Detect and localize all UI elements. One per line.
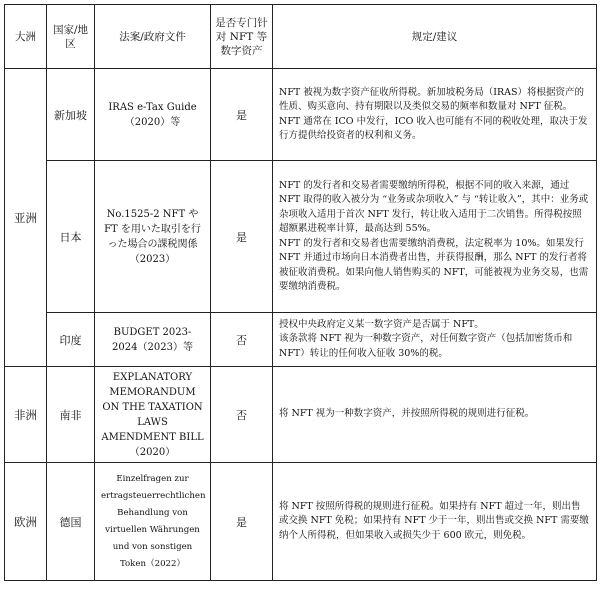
table-row (5, 313, 597, 367)
advice-cell (273, 367, 597, 463)
header-country: 国家/地区 (47, 5, 95, 69)
advice-cell (273, 463, 597, 581)
law-cell: No.1525-2 NFT や FT を用いた取引を行った場合の課税関係（2023） (95, 161, 211, 313)
country-cell: 日本 (47, 161, 95, 313)
law-cell: IRAS e-Tax Guide（2020）等 (95, 69, 211, 161)
advice-paragraph: NFT 的发行者和交易者也需要缴纳消费税，法定税率为 10%。如果发行 NFT 并通过市场向日本消费者出售，并获得报酬，那么 NFT 的发行者将被征收消费税。如果向他人销售购买的 NFT，可能被视为业务交易，也需要缴纳消费税。 (279, 237, 589, 292)
continent-asia: 亚洲 (5, 69, 47, 367)
header-advice: 规定/建议 (273, 5, 597, 69)
table-row (5, 161, 597, 313)
specific-cell: 是 (211, 463, 273, 581)
table-row (5, 463, 597, 581)
advice-paragraph: NFT 通常在 ICO 中发行，ICO 收入也可能有不同的税收处理，取决于发行方提供给投资者的权利和义务。 (279, 115, 588, 141)
continent-africa: 非洲 (5, 367, 47, 463)
country-cell: 印度 (47, 313, 95, 367)
header-row (5, 5, 597, 69)
country-cell: 德国 (47, 463, 95, 581)
advice-paragraph: NFT 被视为数字资产征收所得税。新加坡税务局（IRAS）将根据资产的性质、购买意向、持有期限以及类似交易的频率和数量对 NFT 征税。 (279, 86, 585, 112)
nft-tax-table (4, 4, 597, 581)
specific-cell: 否 (211, 367, 273, 463)
advice-cell (273, 313, 597, 367)
law-cell: Einzelfragen zur ertragsteuerrechtlichen Behandlung von virtuellen Währungen und von sonstigen Token（2022） (95, 463, 211, 581)
header-law: 法案/政府文件 (95, 5, 211, 69)
specific-cell: 否 (211, 313, 273, 367)
specific-cell: 是 (211, 69, 273, 161)
law-cell: EXPLANATORY MEMORANDUM ON THE TAXATION LAWS AMENDMENT BILL（2020） (95, 367, 211, 463)
advice-paragraph: 授权中央政府定义某一数字资产是否属于 NFT。 (279, 318, 484, 330)
advice-paragraph: 将 NFT 视为一种数字资产，并按照所得税的规则进行征税。 (279, 408, 535, 420)
advice-cell (273, 161, 597, 313)
law-cell: BUDGET 2023-2024（2023）等 (95, 313, 211, 367)
country-cell: 新加坡 (47, 69, 95, 161)
advice-paragraph: 该条款将 NFT 视为一种数字资产，对任何数字资产（包括加密货币和 NFT）转让的任何收入征收 30%的税。 (279, 333, 573, 359)
advice-paragraph: NFT 的发行者和交易者需要缴纳所得税，根据不同的收入来源，通过 NFT 取得的收入被分为 “业务或杂项收入” 与 “转让收入”，其中：业务或杂项收入适用于首次 NFT 发行，转让收入适用于二次销售。所得税按照超额累进税率计算，最高达到 55%。 (279, 179, 589, 234)
table-row (5, 367, 597, 463)
specific-cell: 是 (211, 161, 273, 313)
header-specific: 是否专门针对 NFT 等数字资产 (211, 5, 273, 69)
table-row (5, 69, 597, 161)
advice-paragraph: 将 NFT 按照所得税的规则进行征税。如果持有 NFT 超过一年，则出售或交换 NFT 免税；如果持有 NFT 少于一年，则出售或交换 NFT 需要缴纳个人所得税，但如果收入或损失少于 600 欧元，则免税。 (279, 500, 589, 541)
advice-cell (273, 69, 597, 161)
continent-europe: 欧洲 (5, 463, 47, 581)
header-continent: 大洲 (5, 5, 47, 69)
country-cell: 南非 (47, 367, 95, 463)
